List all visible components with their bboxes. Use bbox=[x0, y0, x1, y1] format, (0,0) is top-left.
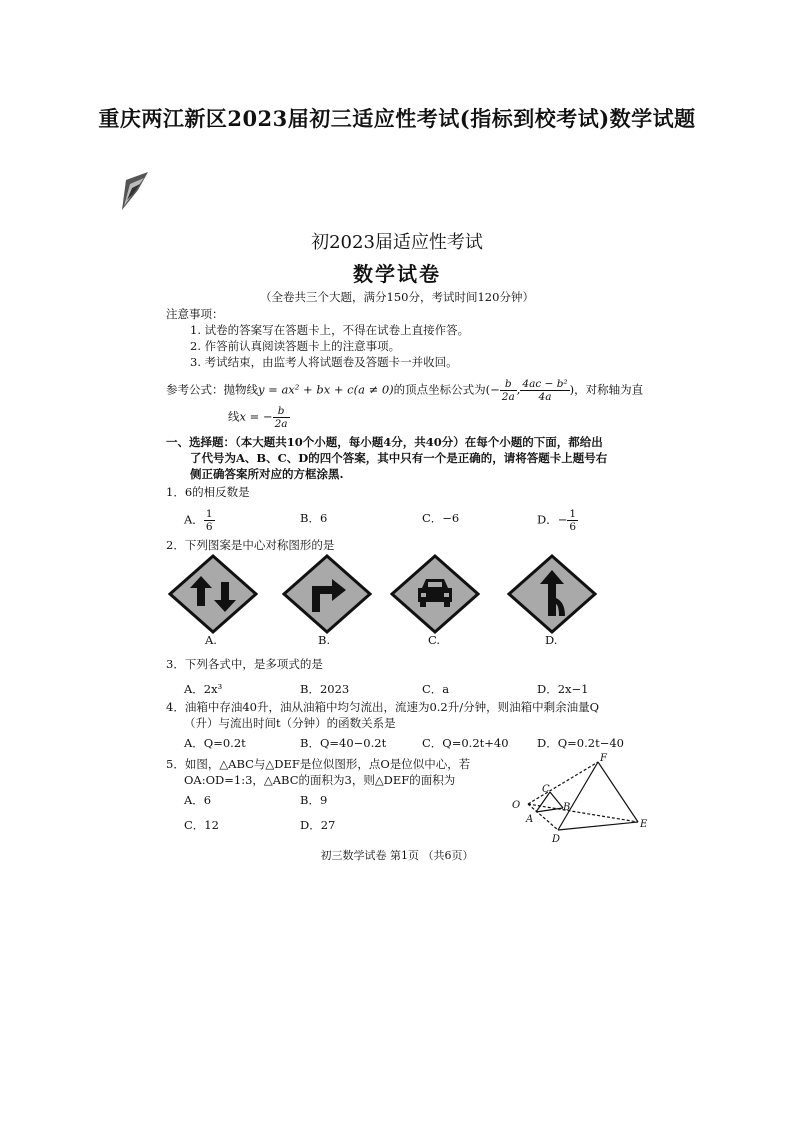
page-footer: 初三数学试卷 第1页 （共6页） bbox=[320, 849, 474, 862]
q1-option-a: A． $\frac{1}{6}$ bbox=[184, 508, 213, 533]
q2-label-c: C. bbox=[428, 633, 441, 647]
vertex-y-fraction: $\frac{\text{4ac − b²}}{4a}$ bbox=[522, 378, 568, 403]
q1-option-b: B．6 bbox=[300, 511, 328, 525]
vertex-x-fraction: $\frac{b}{2a}$ bbox=[501, 378, 515, 403]
section1-line-3: 侧正确答案所对应的方框涂黑. bbox=[190, 467, 344, 481]
q2-label-d: D. bbox=[545, 633, 558, 647]
q3-option-c: C．a bbox=[422, 682, 450, 696]
section1-line-2: 了代号为A、B、C、D的四个答案，其中只有一个是正确的，请将答题卡上题号右 bbox=[190, 451, 608, 465]
note-item-1: 1. 试卷的答案写在答题卡上，不得在试卷上直接作答。 bbox=[190, 323, 470, 337]
sign-b-turn-right-arrow-icon bbox=[282, 554, 372, 634]
q4-option-c: C．Q=0.2t+40 bbox=[422, 736, 509, 750]
reference-formula: 参考公式：抛物线y = ax² + bx + c(a ≠ 0)的顶点坐标公式为(− $\frac{b}{2a}$ , $\frac{\text{4ac − b²}}{4a}$ )，对称轴为直 bbox=[166, 378, 644, 403]
q4-stem-line-2: （升）与流出时间t（分钟）的函数关系是 bbox=[184, 716, 396, 730]
q2-label-a: A. bbox=[205, 633, 217, 647]
formula-prefix: 参考公式：抛物线 bbox=[166, 382, 258, 397]
q4-stem-line-1: 4．油箱中存油40升，油从油箱中均匀流出，流速为0.2升/分钟，则油箱中剩余油量Q bbox=[166, 700, 600, 714]
note-item-2: 2. 作答前认真阅读答题卡上的注意事项。 bbox=[190, 339, 401, 353]
axis-fraction: $\frac{b}{2a}$ bbox=[274, 405, 288, 430]
q5-option-b: B．9 bbox=[300, 793, 328, 807]
point-label-b: B bbox=[563, 802, 571, 813]
q2-stem: 2．下列图案是中心对称图形的是 bbox=[166, 538, 335, 552]
q1-stem: 1．6的相反数是 bbox=[166, 485, 250, 499]
point-label-o: O bbox=[512, 800, 521, 811]
axis-formula bbox=[228, 405, 290, 430]
formula-suffix: ，对称轴为直 bbox=[574, 382, 644, 397]
point-label-f: F bbox=[600, 753, 607, 764]
q3-option-d: D．2x−1 bbox=[537, 682, 589, 696]
q2-label-b: B. bbox=[318, 633, 331, 647]
axis-expression: x = − bbox=[239, 409, 273, 424]
exam-title: 初2023届适应性考试 bbox=[311, 232, 483, 253]
point-label-e: E bbox=[640, 819, 648, 830]
q5-option-c: C．12 bbox=[184, 818, 219, 832]
q3-stem: 3．下列各式中，是多项式的是 bbox=[166, 657, 323, 671]
q4-option-d: D．Q=0.2t−40 bbox=[537, 736, 624, 750]
subject-title: 数学试卷 bbox=[353, 262, 441, 286]
notes-heading: 注意事项： bbox=[166, 307, 224, 321]
point-label-c: C bbox=[542, 784, 550, 795]
q3-option-a: A．2x³ bbox=[184, 682, 223, 696]
axis-prefix: 线 bbox=[228, 409, 240, 424]
q5-stem-line-1: 5．如图，△ABC与△DEF是位似图形，点O是位似中心，若 bbox=[166, 757, 471, 771]
q5-option-d: D．27 bbox=[300, 818, 336, 832]
q1-option-c: C．−6 bbox=[422, 511, 460, 525]
sign-d-merge-arrow-icon bbox=[507, 554, 597, 634]
q5-option-a: A．6 bbox=[184, 793, 212, 807]
q4-option-a: A．Q=0.2t bbox=[184, 736, 246, 750]
formula-expression: y = ax² + bx + c(a ≠ 0) bbox=[258, 382, 394, 397]
exam-info: （全卷共三个大题，满分150分，考试时间120分钟） bbox=[260, 290, 534, 304]
q5-similar-triangles-figure bbox=[506, 752, 656, 848]
document-title: 重庆两江新区2023届初三适应性考试(指标到校考试)数学试题 bbox=[98, 106, 696, 131]
q1-option-d: D．− $\frac{1}{6}$ bbox=[537, 508, 577, 533]
scan-stamp-mark bbox=[118, 170, 154, 214]
q3-option-b: B．2023 bbox=[300, 682, 350, 696]
point-label-a: A bbox=[526, 814, 534, 825]
section1-line-1: 一、选择题：（本大题共10个小题，每小题4分，共40分）在每个小题的下面，都给出 bbox=[166, 435, 603, 449]
q4-option-b: B．Q=40−0.2t bbox=[300, 736, 387, 750]
formula-mid: 的顶点坐标公式为 bbox=[393, 382, 486, 397]
point-label-d: D bbox=[552, 834, 561, 845]
sign-a-double-arrow-icon bbox=[168, 554, 258, 634]
q5-stem-line-2: OA:OD=1:3，△ABC的面积为3，则△DEF的面积为 bbox=[184, 773, 456, 787]
sign-c-car-icon bbox=[390, 554, 480, 634]
note-item-3: 3. 考试结束，由监考人将试题卷及答题卡一并收回。 bbox=[190, 355, 458, 369]
